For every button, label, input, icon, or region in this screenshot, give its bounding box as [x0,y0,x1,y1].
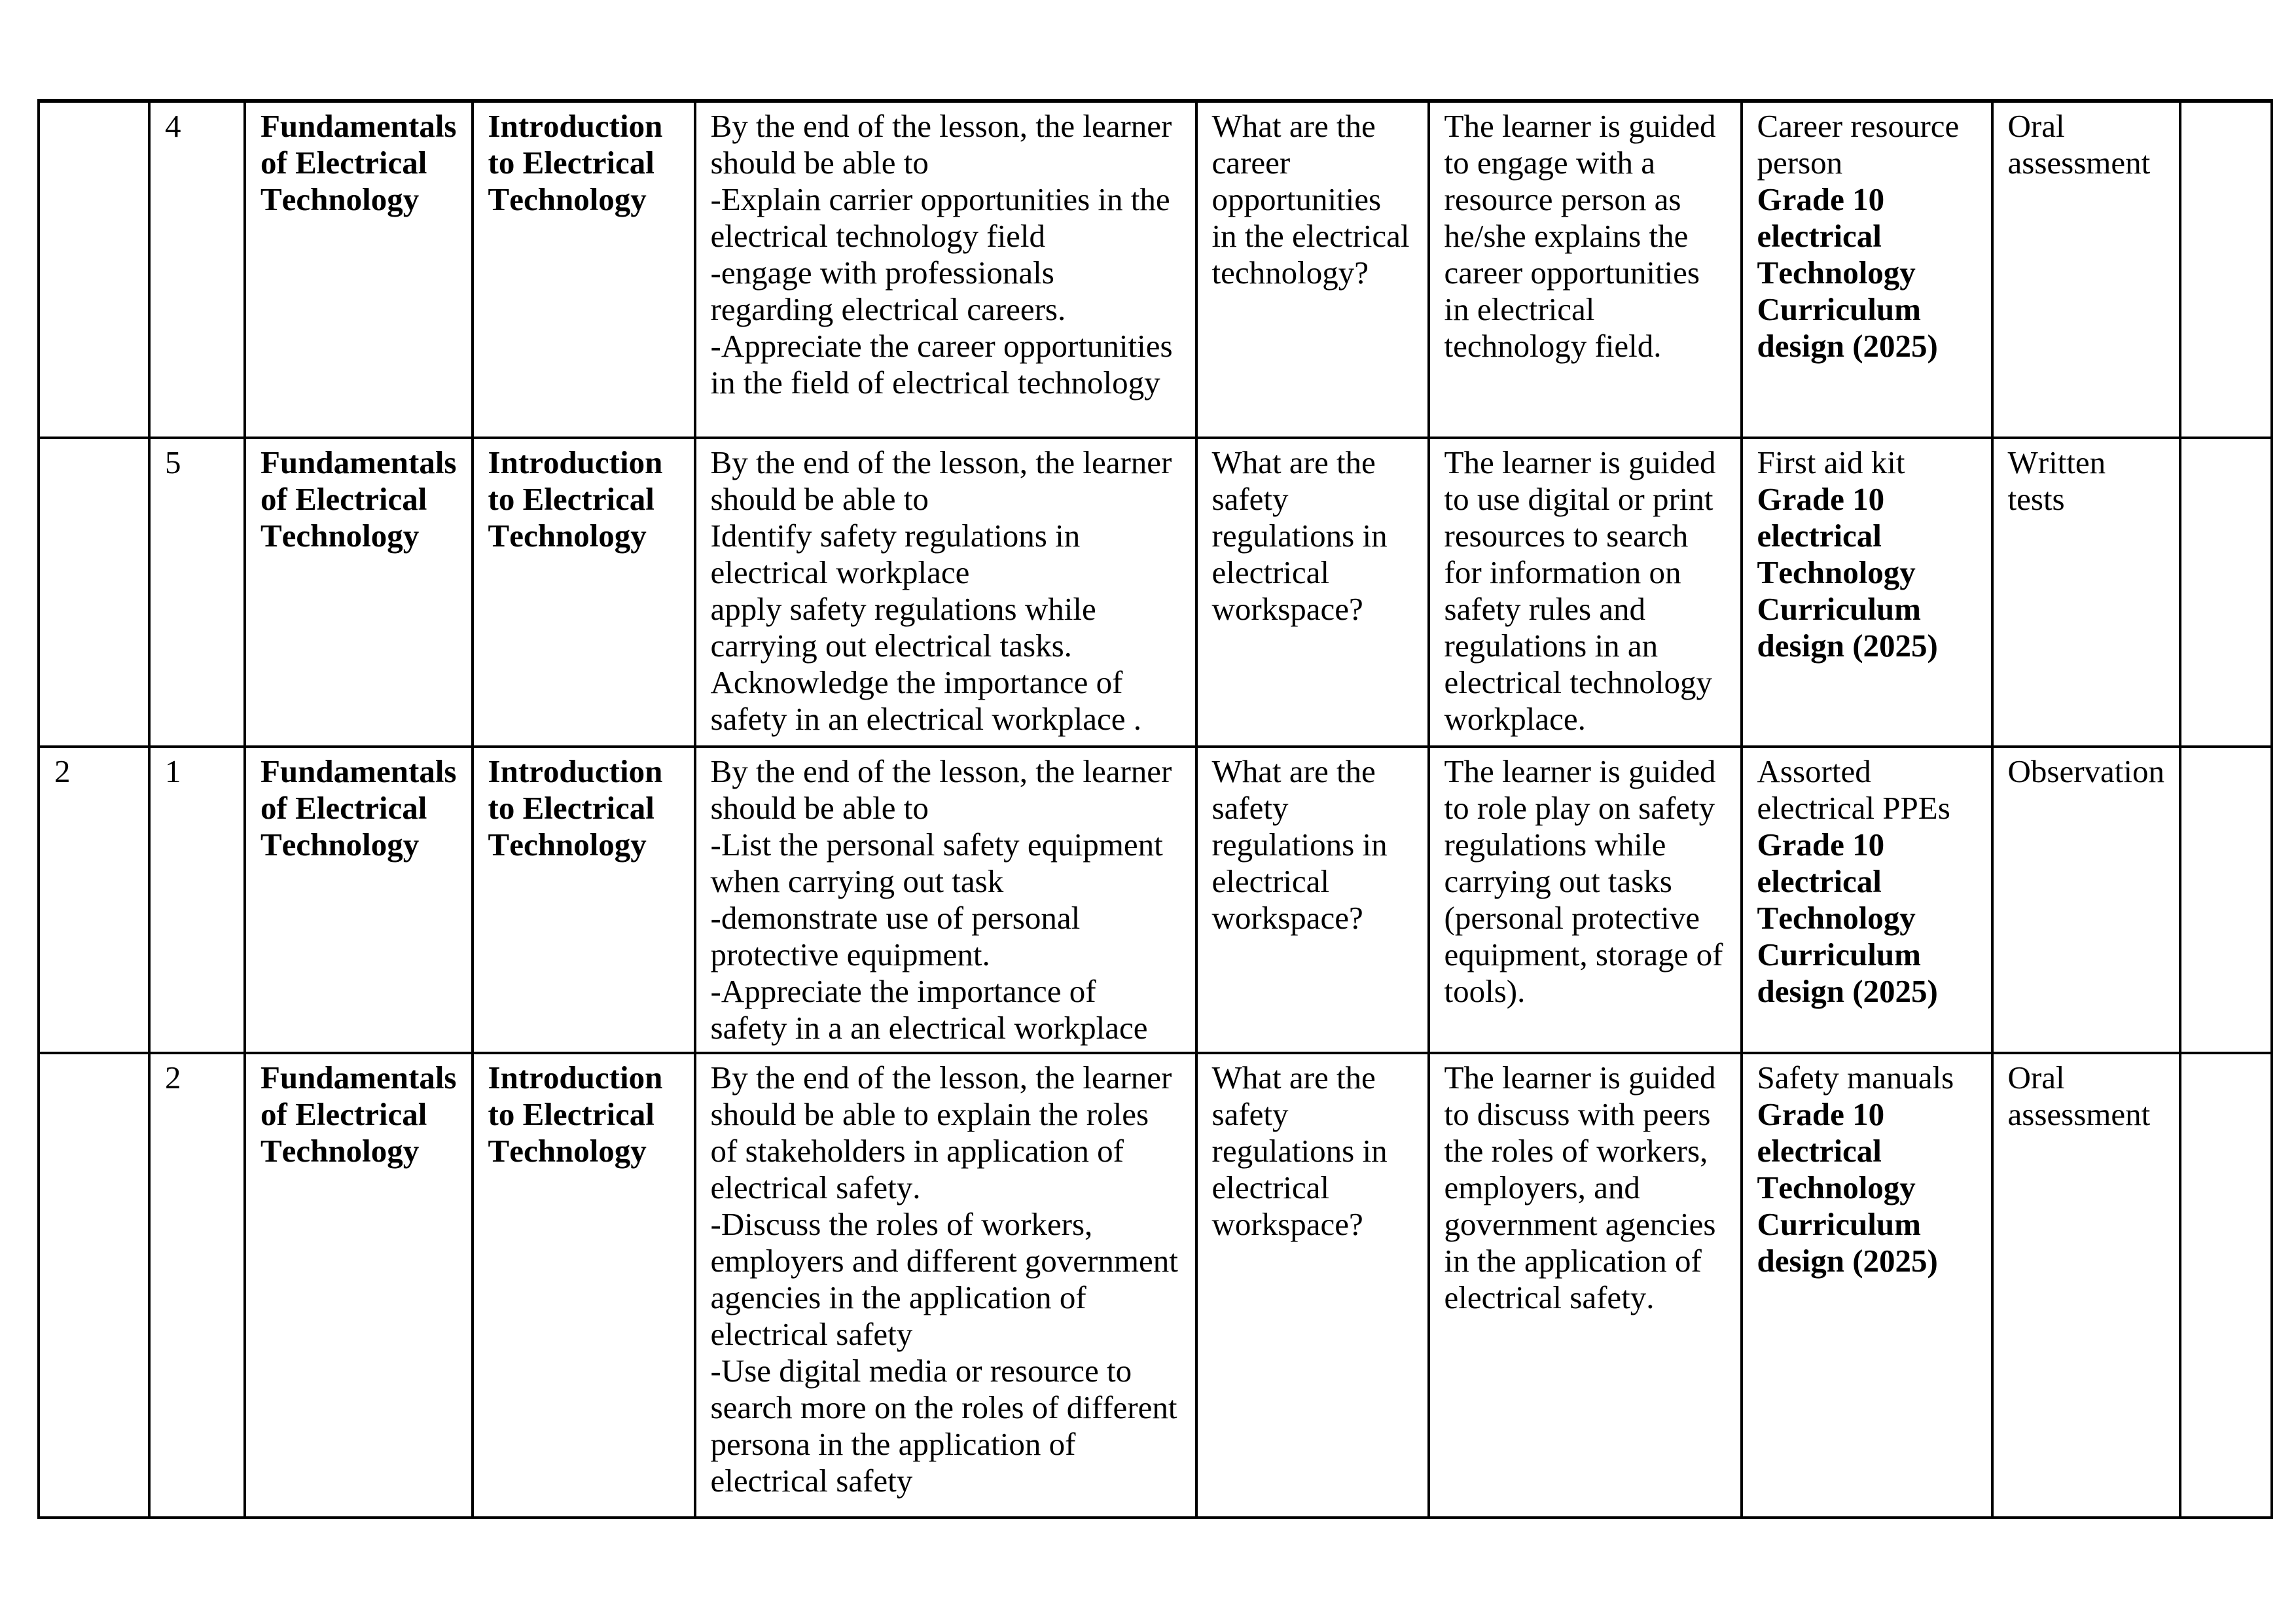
resources-curriculum-reference: Grade 10 electrical Technology Curriculum design (2025) [1757,181,1938,364]
assessment-cell-text: Oral assessment [2007,108,2151,181]
resources-item: Career resource person [1757,108,1960,181]
outcomes-cell [695,1053,1196,1518]
strand-cell [245,747,473,1053]
experiences-cell-text: The learner is guided to discuss with peers the roles of workers, employers, and government agencies in the application of electrical safety. [1444,1060,1716,1315]
outcome-paragraph: -Discuss the roles of workers, employers and different government agencies in the application of electrical safety [710,1206,1178,1352]
experiences-cell [1429,438,1742,747]
inquiry-cell [1196,747,1429,1053]
experiences-cell-text: The learner is guided to role play on safety regulations while carrying out tasks (personal protective equipment, storage of tools). [1444,753,1723,1009]
inquiry-cell [1196,101,1429,438]
lesson-cell [149,438,245,747]
resources-curriculum-reference: Grade 10 electrical Technology Curriculum design (2025) [1757,827,1938,1009]
assessment-cell-text: Written tests [2007,444,2106,517]
week-cell [39,438,149,747]
outcome-paragraph: -Explain carrier opportunities in the electrical technology field [710,181,1170,254]
lesson-cell [149,101,245,438]
outcome-paragraph: -Appreciate the importance of safety in a an electrical workplace [710,973,1148,1046]
remarks-cell [2180,747,2272,1053]
resources-curriculum-reference: Grade 10 electrical Technology Curriculum design (2025) [1757,481,1938,664]
strand-cell-text: Fundamentals of Electrical Technology [260,753,457,863]
week-cell [39,1053,149,1518]
inquiry-cell [1196,438,1429,747]
assessment-cell [1992,438,2181,747]
table-row [39,438,2272,747]
resources-curriculum-reference: Grade 10 electrical Technology Curriculum design (2025) [1757,1096,1938,1279]
outcome-paragraph: Identify safety regulations in electrical workplace [710,518,1081,590]
outcome-paragraph: By the end of the lesson, the learner should be able to [710,108,1172,181]
strand-cell-text: Fundamentals of Electrical Technology [260,108,457,217]
lesson-cell-text: 4 [165,108,181,144]
inquiry-cell-text: What are the safety regulations in electrical workspace? [1211,753,1388,936]
lesson-cell [149,1053,245,1518]
experiences-cell [1429,101,1742,438]
substrand-cell-text: Introduction to Electrical Technology [488,108,663,217]
strand-cell [245,438,473,747]
lesson-cell-text: 2 [165,1060,181,1096]
outcome-paragraph: Acknowledge the importance of safety in an electrical workplace . [710,664,1141,737]
resources-cell [1742,101,1992,438]
resources-item: First aid kit [1757,444,1905,480]
strand-cell [245,101,473,438]
experiences-cell [1429,747,1742,1053]
assessment-cell-text: Observation [2007,753,2165,789]
assessment-cell [1992,1053,2181,1518]
resources-item: Safety manuals [1757,1060,1954,1096]
assessment-cell [1992,101,2181,438]
strand-cell-text: Fundamentals of Electrical Technology [260,444,457,554]
substrand-cell-text: Introduction to Electrical Technology [488,753,663,863]
week-cell [39,101,149,438]
outcome-paragraph: -engage with professionals regarding electrical careers. [710,255,1066,327]
outcome-paragraph: By the end of the lesson, the learner should be able to explain the roles of stakeholders in application of electrical safety. [710,1060,1172,1205]
remarks-cell [2180,438,2272,747]
substrand-cell [473,438,695,747]
outcome-paragraph: -Use digital media or resource to search more on the roles of different persona in the application of electrical safety [710,1353,1177,1499]
substrand-cell-text: Introduction to Electrical Technology [488,1060,663,1169]
lesson-cell-text: 5 [165,444,181,480]
scheme-of-work-table [37,99,2273,1519]
resources-cell [1742,1053,1992,1518]
outcome-paragraph: apply safety regulations while carrying out electrical tasks. [710,591,1096,664]
substrand-cell [473,747,695,1053]
strand-cell-text: Fundamentals of Electrical Technology [260,1060,457,1169]
resources-item: Assorted electrical PPEs [1757,753,1950,826]
inquiry-cell-text: What are the career opportunities in the electrical technology? [1211,108,1410,291]
week-cell [39,747,149,1053]
experiences-cell [1429,1053,1742,1518]
outcome-paragraph: By the end of the lesson, the learner should be able to [710,444,1172,517]
assessment-cell-text: Oral assessment [2007,1060,2151,1132]
strand-cell [245,1053,473,1518]
resources-cell [1742,438,1992,747]
outcomes-cell [695,747,1196,1053]
table-row [39,747,2272,1053]
lesson-cell [149,747,245,1053]
outcome-paragraph: -demonstrate use of personal protective equipment. [710,900,1081,972]
substrand-cell-text: Introduction to Electrical Technology [488,444,663,554]
assessment-cell [1992,747,2181,1053]
remarks-cell [2180,101,2272,438]
remarks-cell [2180,1053,2272,1518]
outcomes-cell [695,101,1196,438]
outcomes-cell [695,438,1196,747]
table-row [39,101,2272,438]
experiences-cell-text: The learner is guided to use digital or print resources to search for information on safety rules and regulations in an electrical technology workplace. [1444,444,1716,737]
experiences-cell-text: The learner is guided to engage with a resource person as he/she explains the career opportunities in electrical technology field. [1444,108,1716,364]
resources-cell [1742,747,1992,1053]
inquiry-cell [1196,1053,1429,1518]
lesson-cell-text: 1 [165,753,181,789]
week-cell-text: 2 [54,753,71,789]
inquiry-cell-text: What are the safety regulations in electrical workspace? [1211,444,1388,627]
outcome-paragraph: -Appreciate the career opportunities in the field of electrical technology [710,328,1173,401]
substrand-cell [473,101,695,438]
outcome-paragraph: -List the personal safety equipment when carrying out task [710,827,1163,899]
outcome-paragraph: By the end of the lesson, the learner should be able to [710,753,1172,826]
table-row [39,1053,2272,1518]
inquiry-cell-text: What are the safety regulations in electrical workspace? [1211,1060,1388,1242]
substrand-cell [473,1053,695,1518]
